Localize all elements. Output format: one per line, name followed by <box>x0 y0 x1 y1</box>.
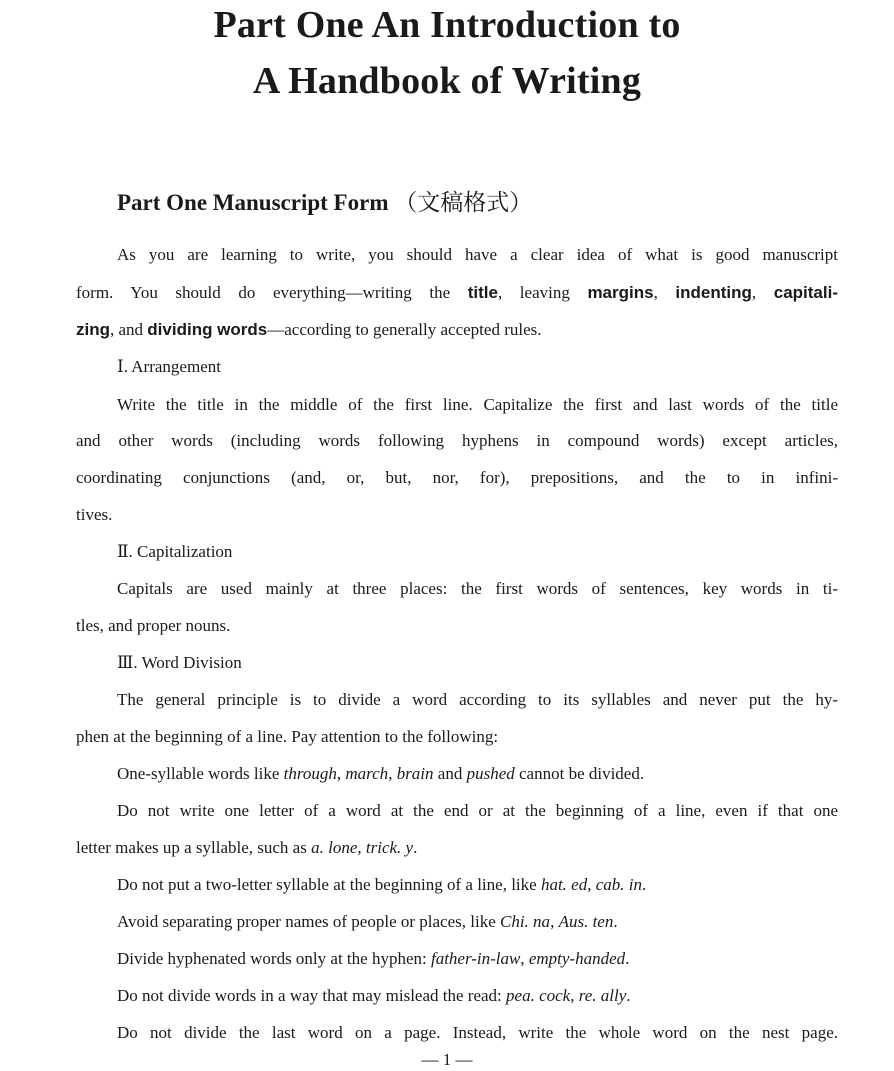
example-word: re. ally <box>578 986 627 1005</box>
example-word: trick. y <box>365 838 414 857</box>
page-title-line-2: A Handbook of Writing <box>252 60 642 102</box>
paragraph-line <box>76 321 541 338</box>
text-run: Avoid separating proper names of people or places, like <box>117 912 500 931</box>
example-word: pushed <box>466 764 515 783</box>
section-heading-text: Part One Manuscript Form <box>117 190 389 215</box>
rule-line <box>117 950 629 967</box>
paragraph-line: and other words (including words following hyphens in compound words) except articles, <box>76 431 838 450</box>
rule-line <box>117 876 646 893</box>
text-run: and <box>433 764 467 783</box>
rule-line <box>117 913 618 930</box>
rule-line: Do not write one letter of a word at the end or at the beginning of a line, even if that one <box>117 801 838 820</box>
subheading-word-division: Ⅲ. Word Division <box>117 653 242 672</box>
text-run: , leaving <box>497 283 588 302</box>
text-run: , <box>587 875 596 894</box>
text-run: , <box>570 986 579 1005</box>
paragraph-line: The general principle is to divide a word according to its syllables and never put the hy- <box>117 690 838 709</box>
text-run: letter makes up a syllable, such as <box>76 838 312 857</box>
paragraph-line: tles, and proper nouns. <box>76 616 231 635</box>
example-word: a. lone <box>311 838 358 857</box>
text-run: , <box>653 283 676 302</box>
bold-term: capitali- <box>773 283 838 302</box>
section-heading <box>117 184 532 217</box>
paragraph-line <box>76 284 838 301</box>
example-word: father-in-law <box>430 949 521 968</box>
page-number: — 1 — <box>421 1050 473 1069</box>
text-run: . <box>413 838 418 857</box>
text-run: , <box>751 283 774 302</box>
example-word: through <box>283 764 337 783</box>
bold-term: margins <box>587 283 654 302</box>
subheading-arrangement: Ⅰ. Arrangement <box>117 357 221 376</box>
example-word: cab. in <box>595 875 643 894</box>
example-word: brain <box>396 764 434 783</box>
rule-line <box>117 765 644 782</box>
text-run: —according to generally accepted rules. <box>267 320 542 339</box>
bold-term: dividing words <box>147 320 268 339</box>
text-run: . <box>613 912 618 931</box>
text-run: . <box>625 949 630 968</box>
text-run: One-syllable words like <box>117 764 284 783</box>
paragraph-line: Capitals are used mainly at three places: the first words of sentences, key words in ti- <box>117 579 838 598</box>
bold-term: zing <box>76 320 110 339</box>
section-heading-chinese: （文稿格式） <box>394 190 533 215</box>
text-run: , <box>520 949 529 968</box>
subheading-capitalization: Ⅱ. Capitalization <box>117 542 233 561</box>
text-run: , <box>550 912 559 931</box>
example-word: march <box>345 764 389 783</box>
paragraph-line: tives. <box>76 505 113 524</box>
text-run: Divide hyphenated words only at the hyphen: <box>117 949 431 968</box>
example-word: Aus. ten <box>558 912 614 931</box>
text-run: form. You should do everything—writing the <box>76 283 468 302</box>
paragraph-line: Write the title in the middle of the first line. Capitalize the first and last words of the title <box>117 395 838 414</box>
rule-line: Do not divide the last word on a page. Instead, write the whole word on the nest page. <box>117 1023 838 1042</box>
example-word: hat. ed <box>540 875 588 894</box>
bold-term: indenting <box>675 283 752 302</box>
text-run: Do not divide words in a way that may mislead the read: <box>117 986 507 1005</box>
text-run: , and <box>110 320 148 339</box>
text-run: , <box>388 764 397 783</box>
text-run: . <box>626 986 631 1005</box>
text-run: . <box>642 875 647 894</box>
text-run: , <box>336 764 346 783</box>
rule-line <box>117 987 631 1004</box>
text-run: Do not put a two-letter syllable at the beginning of a line, like <box>117 875 541 894</box>
paragraph-line: As you are learning to write, you should have a clear idea of what is good manuscript <box>117 245 838 264</box>
example-word: Chi. na <box>500 912 551 931</box>
text-run: cannot be divided. <box>514 764 645 783</box>
text-run: , <box>357 838 366 857</box>
page-title-line-1: Part One An Introduction to <box>213 4 681 46</box>
paragraph-line: phen at the beginning of a line. Pay attention to the following: <box>76 727 499 746</box>
example-word: pea. cock <box>506 986 571 1005</box>
example-word: empty-handed <box>528 949 626 968</box>
rule-line <box>76 839 417 856</box>
paragraph-line: coordinating conjunctions (and, or, but, nor, for), prepositions, and the to in infini- <box>76 468 838 487</box>
bold-term: title <box>467 283 498 302</box>
